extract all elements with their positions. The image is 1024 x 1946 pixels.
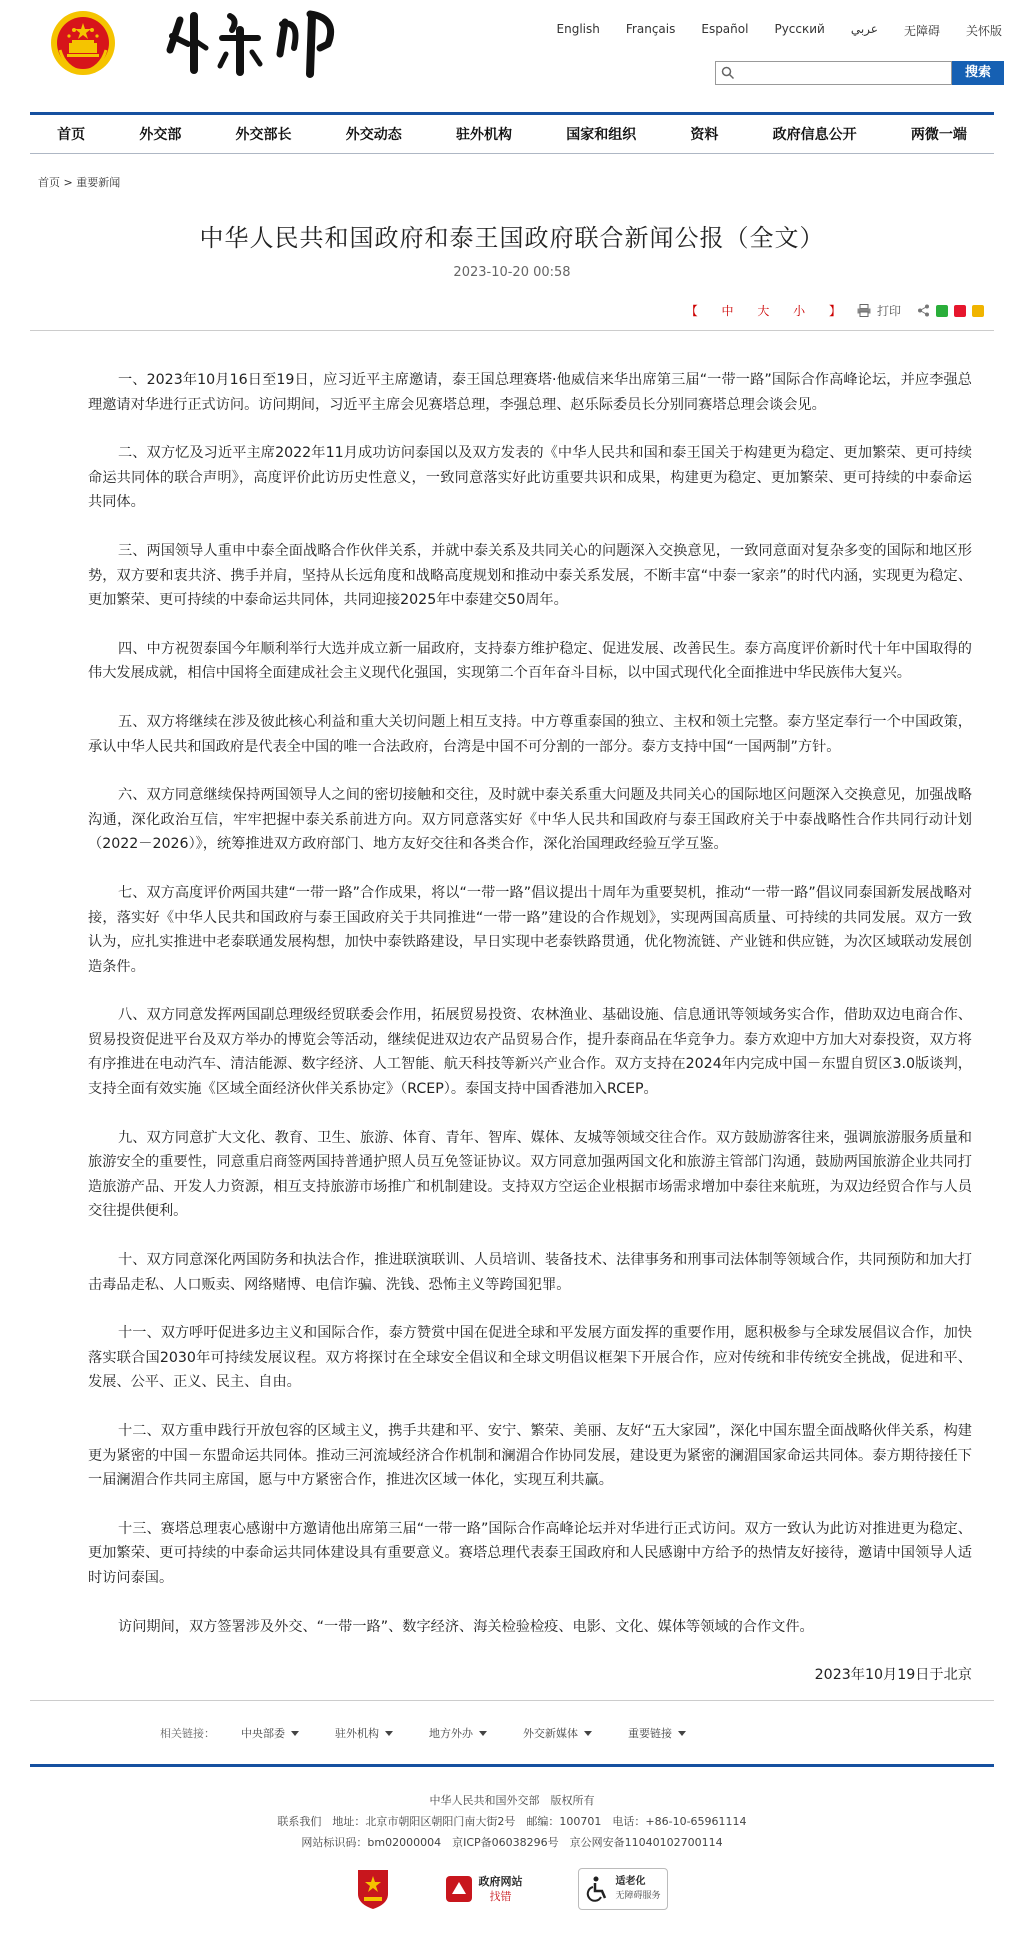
print-label[interactable]: 打印 (876, 304, 901, 318)
footer-badges (0, 1868, 1024, 1910)
article-paragraph: 十二、双方重申践行开放包容的区域主义，携手共建和平、安宁、繁荣、美丽、友好“五大家园”，深化中国东盟全面战略伙伴关系，构建更为紧密的中国－东盟命运共同体。推动三河流域经济合作机制和澜湄合作协同发展，建设更为紧密的澜湄国家命运共同体。泰方期待接任下一届澜湄合作共同主席国，愿与中方紧密合作，推进次区域一体化，实现互利共赢。 (88, 1423, 972, 1489)
accessibility-badge[interactable] (578, 1868, 667, 1910)
lang-arabic-link[interactable]: عربي (850, 22, 878, 36)
nav-item-materials[interactable]: 资料 (690, 127, 719, 143)
breadcrumb-home[interactable]: 首页 (38, 176, 60, 189)
footer-top-border (30, 1764, 994, 1767)
select-important-links[interactable] (628, 1725, 686, 1741)
article-paragraph: 四、中方祝贺泰国今年顺利举行大选并成立新一届政府，支持泰方维护稳定、促进发展、改善民生。泰方高度评价新时代十年中国取得的伟大发展成就，相信中国将全面建成社会主义现代化强国，实现第二个百年奋斗目标，以中国式现代化全面推进中华民族伟大复兴。 (88, 640, 972, 682)
nav-item-missions[interactable]: 驻外机构 (455, 127, 512, 143)
qzone-share-icon[interactable] (972, 305, 984, 317)
related-links-label: 相关链接： (160, 1727, 215, 1740)
gov-site-error-badge[interactable] (446, 1868, 522, 1910)
select-label: 中央部委 (241, 1727, 285, 1740)
article-paragraph: 一、2023年10月16日至19日，应习近平主席邀请，泰王国总理赛塔·他威信来华出席第三届“一带一路”国际合作高峰论坛，并应李强总理邀请对华进行正式访问。访问期间，习近平主席会见赛塔总理，李强总理、赵乐际委员长分别同赛塔总理会谈会见。 (88, 372, 972, 413)
nav-item-gov-info[interactable]: 政府信息公开 (772, 127, 857, 143)
article-paragraph: 十一、双方呼吁促进多边主义和国际合作，泰方赞赏中国在促进全球和平发展方面发挥的重要作用，愿积极参与全球发展倡议合作，加快落实联合国2030年可持续发展议程。双方将探讨在全球安全倡议和全球文明倡议框架下开展合作，应对传统和非传统安全挑战，促进和平、发展、公平、正义、民主、自由。 (88, 1325, 972, 1391)
nav-item-minister[interactable]: 外交部长 (235, 127, 292, 143)
chevron-down-icon (479, 1731, 487, 1736)
weibo-share-icon[interactable] (954, 305, 966, 317)
select-label: 驻外机构 (335, 1727, 379, 1740)
accessibility-sub-label: 无障碍服务 (615, 1891, 661, 1901)
article-paragraph: 九、双方同意扩大文化、教育、卫生、旅游、体育、青年、智库、媒体、友城等领域交往合作。双方鼓励游客往来，强调旅游服务质量和旅游安全的重要性，同意重启商签两国持普通护照人员互免签证协议。双方同意加强两国文化和旅游主管部门沟通，鼓励两国旅游企业共同打造旅游产品、开发人力资源，相互支持旅游市场推广和机制建设。支持双方空运企业根据市场需求增加中泰往来航班，为双边经贸合作与人员交往提供便利。 (88, 1129, 972, 1220)
gov-site-sub-label: 找错 (489, 1890, 512, 1903)
nav-item-activities[interactable]: 外交动态 (345, 127, 402, 143)
breadcrumb-separator: > (63, 176, 73, 189)
national-emblem-icon[interactable] (50, 10, 116, 76)
footer-registration: 网站标识码：bm02000004 京ICP备06038296号 京公网安备11040102700114 (301, 1836, 723, 1849)
page-title: 中华人民共和国政府和泰王国政府联合新闻公报（全文） (199, 224, 825, 252)
article-paragraph: 三、两国领导人重申中泰全面战略合作伙伴关系，并就中泰关系及共同关心的问题深入交换意见，一致同意面对复杂多变的国际和地区形势，双方要和衷共济、携手并肩，坚持从长远角度和战略高度规划和推动中泰关系发展，不断丰富“中泰一家亲”的时代内涵，实现更为稳定、更加繁荣、更可持续的中泰命运共同体，共同迎接2025年中泰建交50周年。 (88, 542, 972, 609)
wechat-share-icon[interactable] (936, 305, 948, 317)
lang-french-link[interactable]: Français (625, 22, 676, 36)
chevron-down-icon (291, 1731, 299, 1736)
article-signature: 2023年10月19日于北京 (814, 1667, 972, 1684)
select-new-media[interactable] (523, 1725, 592, 1741)
elderly-mode-link[interactable]: 关怀版 (965, 24, 1002, 38)
accessibility-label: 适老化 (615, 1876, 646, 1887)
header (0, 0, 1024, 112)
nav-item-countries[interactable]: 国家和组织 (566, 127, 637, 143)
font-size-switch[interactable]: 【 中 大 小 】 (685, 304, 851, 318)
select-label: 地方外办 (429, 1727, 473, 1740)
nav-item-home[interactable]: 首页 (57, 127, 86, 143)
share-icon[interactable] (917, 304, 930, 317)
main-nav (30, 115, 994, 153)
search-icon (721, 66, 735, 80)
breadcrumb (38, 174, 120, 190)
lang-english-link[interactable]: English (556, 22, 600, 36)
article-paragraph: 七、双方高度评价两国共建“一带一路”合作成果，将以“一带一路”倡议提出十周年为重要契机，推动“一带一路”倡议同泰国新发展战略对接，落实好《中华人民共和国政府与泰王国政府关于共同推进“一带一路”建设的合作规划》，实现两国高质量、可持续的共同发展。双方一致认为，应扎实推进中老泰联通发展构想，加快中泰铁路建设，早日实现中老泰铁路贯通，优化物流链、产业链和供应链，为次区域联动发展创造条件。 (88, 884, 972, 975)
article-paragraph: 五、双方将继续在涉及彼此核心利益和重大关切问题上相互支持。中方尊重泰国的独立、主权和领土完整。泰方坚定奉行一个中国政策，承认中华人民共和国政府是代表全中国的唯一合法政府，台湾是中国不可分割的一部分。泰方支持中国“一国两制”方针。 (88, 713, 972, 755)
article-paragraph: 访问期间，双方签署涉及外交、“一带一路”、数字经济、海关检验检疫、电影、文化、媒体等领域的合作文件。 (118, 1618, 814, 1635)
article-toolbar (686, 302, 984, 319)
party-org-badge-icon[interactable] (356, 1868, 390, 1910)
search-button[interactable]: 搜索 (952, 61, 1004, 85)
chevron-down-icon (584, 1731, 592, 1736)
lang-spanish-link[interactable]: Español (701, 22, 749, 36)
footer-copyright: 中华人民共和国外交部 版权所有 (429, 1794, 595, 1807)
related-links (160, 1725, 722, 1741)
language-bar (531, 22, 1002, 39)
chevron-down-icon (385, 1731, 393, 1736)
select-central-ministries[interactable] (241, 1725, 299, 1741)
article-body (88, 368, 972, 1712)
publish-datetime: 2023-10-20 00:58 (453, 265, 571, 280)
print-icon[interactable] (857, 304, 871, 317)
gov-site-label: 政府网站 (478, 1875, 523, 1888)
article-end-divider (30, 1700, 994, 1701)
article-paragraph: 二、双方忆及习近平主席2022年11月成功访问泰国以及双方发表的《中华人民共和国和泰王国关于构建更为稳定、更加繁荣、更可持续命运共同体的联合声明》，高度评价此访历史性意义，一致同意落实好此访重要共识和成果，构建更为稳定、更加繁荣、更可持续的中泰命运共同体。 (88, 445, 972, 511)
nav-bottom-border (30, 153, 994, 154)
select-label: 重要链接 (628, 1727, 672, 1740)
article-paragraph: 十三、赛塔总理衷心感谢中方邀请他出席第三届“一带一路”国际合作高峰论坛并对华进行正式访问。双方一致认为此访对推进更为稳定、更加繁荣、更可持续的中泰命运共同体建设具有重要意义。赛塔总理代表泰王国政府和人民感谢中方给予的热情友好接待，邀请中国领导人适时访问泰国。 (88, 1520, 972, 1586)
nav-item-social[interactable]: 两微一端 (910, 127, 967, 143)
nav-item-ministry[interactable]: 外交部 (139, 127, 182, 143)
toolbar-divider (30, 330, 994, 331)
article-paragraph: 八、双方同意发挥两国副总理级经贸联委会作用，拓展贸易投资、农林渔业、基础设施、信息通讯等领域务实合作，借助双边电商合作、贸易投资促进平台及双方举办的博览会等活动，继续促进双边农产品贸易合作，提升泰商品在华竞争力。泰方欢迎中方加大对泰投资，双方将有序推进在电动汽车、清洁能源、数字经济、人工智能、航天科技等新兴产业合作。双方支持在2024年内完成中国－东盟自贸区3.0版谈判，支持全面有效实施《区域全面经济伙伴关系协定》（RCEP）。泰国支持中国香港加入RCEP。 (88, 1007, 972, 1098)
footer-contact: 联系我们 地址：北京市朝阳区朝阳门南大街2号 邮编：100701 电话：+86-10-65961114 (277, 1815, 747, 1828)
site-calligraphy-logo[interactable] (160, 8, 350, 78)
select-missions-abroad[interactable] (335, 1725, 393, 1741)
gov-site-icon (446, 1876, 472, 1902)
accessibility-link[interactable]: 无障碍 (903, 24, 940, 38)
footer (0, 1790, 1024, 1853)
select-local-fao[interactable] (429, 1725, 487, 1741)
article-paragraph: 六、双方同意继续保持两国领导人之间的密切接触和交往，及时就中泰关系重大问题及共同关心的国际地区问题深入交换意见，加强战略沟通，深化政治互信，牢牢把握中泰关系前进方向。双方同意落实好《中华人民共和国政府与泰王国政府关于中泰战略性合作共同行动计划（2022－2026）》，统筹推进双方政府部门、地方友好交往和各类合作，深化治国理政经验互学互鉴。 (88, 787, 972, 853)
breadcrumb-current[interactable]: 重要新闻 (76, 176, 121, 189)
chevron-down-icon (678, 1731, 686, 1736)
search-input[interactable] (715, 61, 952, 85)
select-label: 外交新媒体 (523, 1727, 578, 1740)
article-paragraph: 十、双方同意深化两国防务和执法合作，推进联演联训、人员培训、装备技术、法律事务和刑事司法体制等领域合作，共同预防和加大打击毒品走私、人口贩卖、网络赌博、电信诈骗、洗钱、恐怖主义等跨国犯罪。 (88, 1252, 972, 1293)
wheelchair-icon (585, 1876, 609, 1902)
lang-russian-link[interactable]: Русский (774, 22, 825, 36)
